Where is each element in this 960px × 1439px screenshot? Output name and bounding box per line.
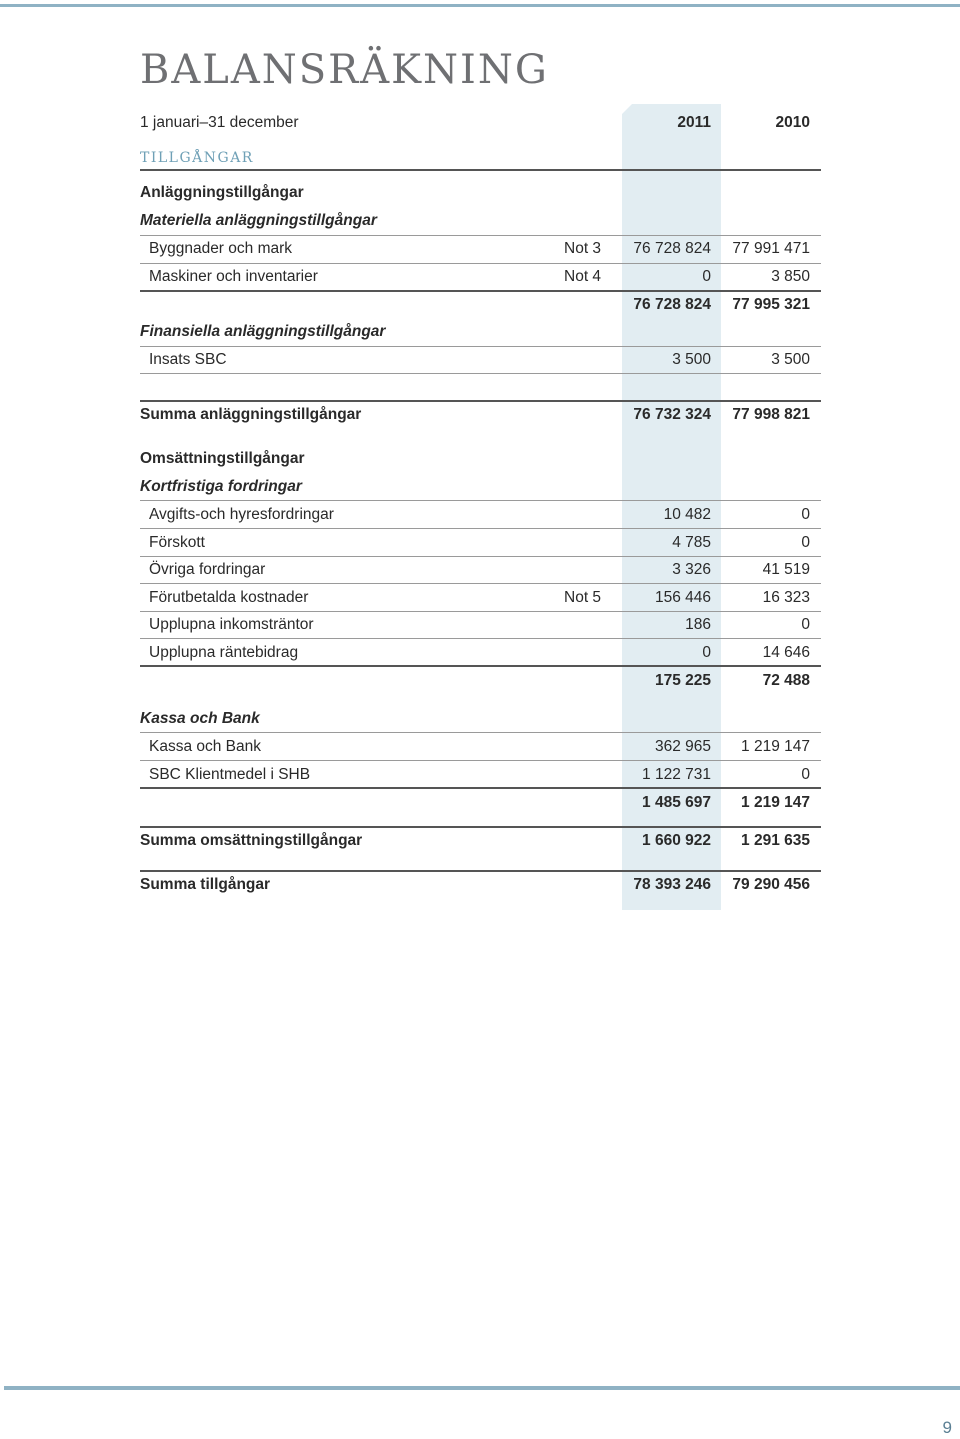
subtotal-2010: 77 995 321 (732, 296, 810, 313)
rule (140, 665, 821, 667)
total-2011: 76 732 324 (633, 406, 711, 423)
value-2011: 10 482 (663, 506, 711, 523)
rule (140, 263, 821, 264)
rule (140, 638, 821, 639)
value-2011: 4 785 (672, 534, 711, 551)
grand-total-2010: 79 290 456 (732, 876, 810, 893)
rule (140, 760, 821, 761)
subtotal-2010: 1 219 147 (741, 794, 810, 811)
value-2010: 41 519 (762, 561, 810, 578)
subtotal-2011: 76 728 824 (633, 296, 711, 313)
row-label: Insats SBC (149, 351, 227, 368)
grand-total-label: Summa tillgångar (140, 876, 271, 893)
grand-total-2011: 78 393 246 (633, 876, 711, 893)
total-2010: 1 291 635 (741, 832, 810, 849)
total-2011: 1 660 922 (642, 832, 711, 849)
value-2010: 0 (801, 534, 810, 551)
page-title: BALANSRÄKNING (140, 47, 549, 93)
group-heading: Omsättningstillgångar (140, 450, 305, 467)
value-2010: 14 646 (762, 644, 810, 661)
total-label: Summa omsättningstillgångar (140, 832, 363, 849)
value-2011: 156 446 (654, 589, 711, 606)
rule (140, 528, 821, 529)
value-2011: 0 (702, 268, 711, 285)
row-note: Not 4 (564, 268, 602, 285)
column-header-2010: 2010 (775, 114, 810, 131)
value-2011: 3 326 (672, 561, 711, 578)
value-2011: 0 (702, 644, 711, 661)
row-label: Avgifts-och hyresfordringar (149, 506, 334, 523)
value-2011: 3 500 (672, 351, 711, 368)
value-2010: 0 (801, 766, 810, 783)
rule (140, 290, 821, 292)
bottom-rule (4, 1386, 960, 1390)
value-2010: 77 991 471 (732, 240, 810, 257)
value-2011: 76 728 824 (633, 240, 711, 257)
top-rule (0, 4, 960, 7)
rule (140, 826, 821, 828)
row-label: Byggnader och mark (149, 240, 293, 257)
value-2011: 362 965 (654, 738, 711, 755)
section-heading: TILLGÅNGAR (140, 150, 254, 166)
row-label: Maskiner och inventarier (149, 268, 318, 285)
value-2010: 3 850 (771, 268, 810, 285)
rule (140, 400, 821, 402)
total-2010: 77 998 821 (732, 406, 810, 423)
row-label: Upplupna inkomsträntor (149, 616, 314, 633)
value-2010: 3 500 (771, 351, 810, 368)
rule (140, 500, 821, 501)
rule (140, 732, 821, 733)
subtotal-2010: 72 488 (762, 672, 810, 689)
total-label: Summa anläggningstillgångar (140, 406, 362, 423)
subgroup-heading: Finansiella anläggningstillgångar (140, 323, 386, 340)
row-label: Kassa och Bank (149, 738, 262, 755)
page-number: 9 (942, 1418, 952, 1437)
group-heading: Anläggningstillgångar (140, 184, 304, 201)
period-label: 1 januari–31 december (140, 114, 299, 131)
rule (140, 235, 821, 236)
row-label: Övriga fordringar (149, 561, 266, 578)
subtotal-2011: 175 225 (654, 672, 711, 689)
row-label: Förskott (149, 534, 205, 551)
subgroup-heading: Kortfristiga fordringar (140, 478, 302, 495)
row-note: Not 3 (564, 240, 602, 257)
value-2010: 1 219 147 (741, 738, 810, 755)
rule (140, 373, 821, 374)
value-2010: 0 (801, 616, 810, 633)
rule (140, 870, 821, 872)
subgroup-heading: Materiella anläggningstillgångar (140, 212, 377, 229)
value-2010: 16 323 (762, 589, 810, 606)
row-label: Upplupna räntebidrag (149, 644, 299, 661)
value-2010: 0 (801, 506, 810, 523)
rule (140, 787, 821, 789)
rule (140, 611, 821, 612)
rule (140, 346, 821, 347)
rule (140, 169, 821, 171)
subtotal-2011: 1 485 697 (642, 794, 711, 811)
rule (140, 583, 821, 584)
value-2011: 186 (685, 616, 711, 633)
row-note: Not 5 (564, 589, 602, 606)
row-label: SBC Klientmedel i SHB (149, 766, 311, 783)
rule (140, 556, 821, 557)
value-2011: 1 122 731 (642, 766, 711, 783)
column-header-2011: 2011 (677, 114, 711, 131)
row-label: Förutbetalda kostnader (149, 589, 309, 606)
subgroup-heading: Kassa och Bank (140, 710, 260, 727)
